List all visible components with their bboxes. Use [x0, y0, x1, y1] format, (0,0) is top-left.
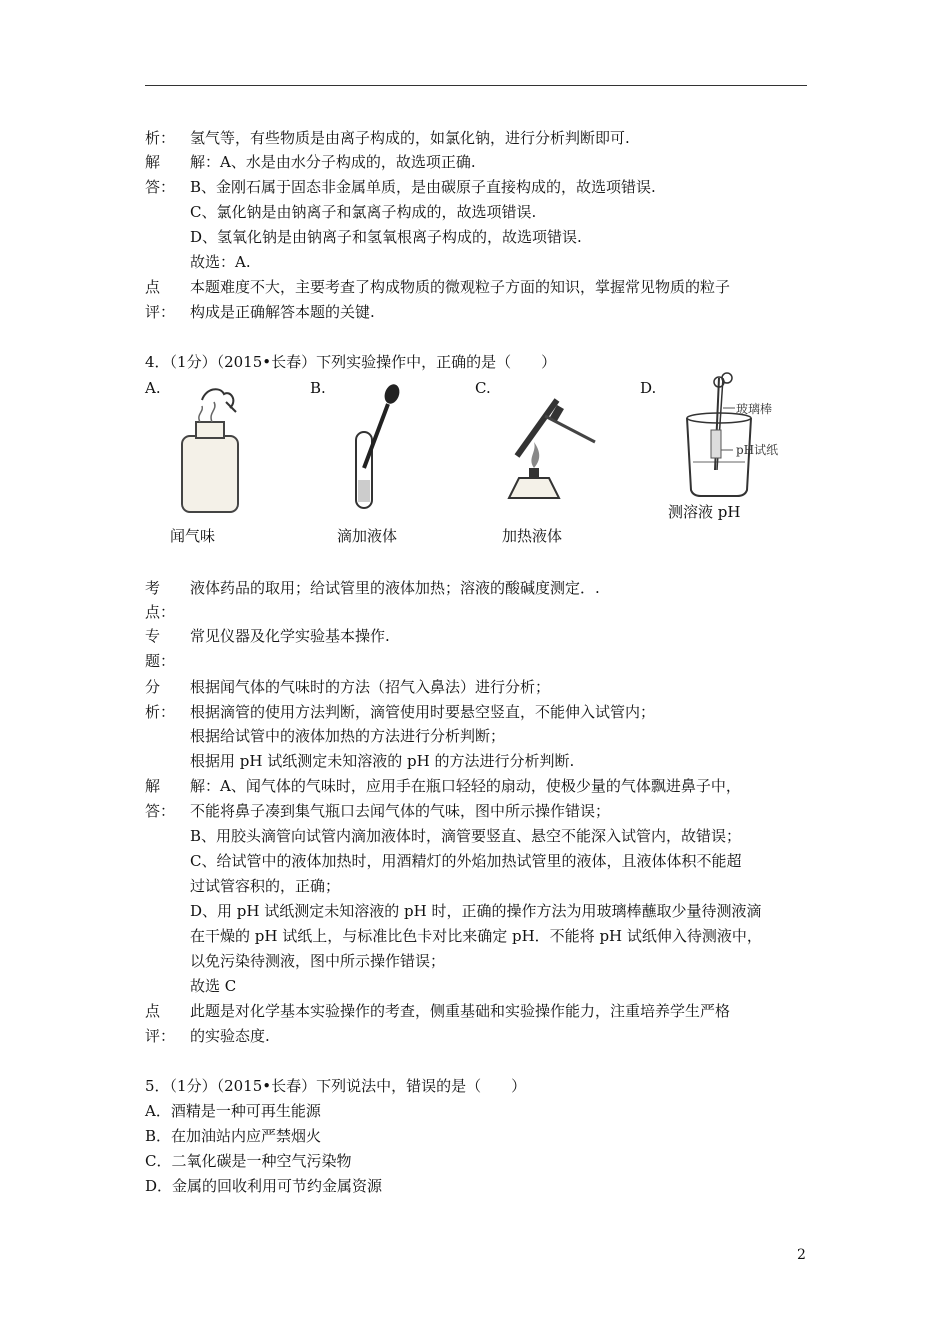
label: 析： [145, 703, 176, 721]
text-line: 构成是正确解答本题的关键. [190, 303, 375, 321]
text-line: 解：A、水是由水分子构成的，故选项正确. [190, 153, 476, 171]
figure-smell-gas [170, 378, 260, 518]
text-line: B、用胶头滴管向试管内滴加液体时，滴管要竖直、悬空不能深入试管内，故错误； [190, 827, 742, 845]
label: 评： [145, 303, 176, 321]
label: 点 [145, 278, 161, 296]
label: 解 [145, 153, 161, 171]
text-line: 的实验态度. [190, 1027, 270, 1045]
label: 评： [145, 1027, 176, 1045]
figure-measure-ph [675, 370, 787, 500]
text-line: 故选 C [190, 977, 237, 995]
label: 答： [145, 178, 176, 196]
label: 析： [145, 129, 176, 147]
caption-b: 滴加液体 [337, 527, 398, 545]
figure-d-label-paper: pH试纸 [736, 443, 779, 457]
text-line: 根据闻气体的气味时的方法（招气入鼻法）进行分析； [190, 678, 551, 696]
header-rule [145, 85, 807, 86]
text-line: 故选：A. [190, 253, 251, 271]
text-line: 不能将鼻子凑到集气瓶口去闻气体的气味，图中所示操作错误； [190, 802, 611, 820]
option-c: C．二氧化碳是一种空气污染物 [145, 1152, 352, 1170]
option-a-letter: A. [145, 379, 161, 397]
text-line: 常见仪器及化学实验基本操作. [190, 627, 390, 645]
text-line: 本题难度不大，主要考查了构成物质的微观粒子方面的知识，掌握常见物质的粒子 [190, 278, 731, 296]
option-c-letter: C. [475, 379, 491, 397]
text-line: 解：A、闻气体的气味时，应用手在瓶口轻轻的扇动，使极少量的气体飘进鼻子中， [190, 777, 741, 795]
caption-c: 加热液体 [502, 527, 563, 545]
label: 点 [145, 1002, 161, 1020]
text-line: 此题是对化学基本实验操作的考查，侧重基础和实验操作能力，注重培养学生严格 [190, 1002, 731, 1020]
figure-d-label-rod: 玻璃棒 [736, 402, 773, 416]
label: 专 [145, 627, 161, 645]
question-4-stem: 4．（1分）（2015•长春）下列实验操作中，正确的是（ ） [145, 353, 557, 371]
text-line: B、金刚石属于固态非金属单质，是由碳原子直接构成的，故选项错误. [190, 178, 656, 196]
label: 点： [145, 603, 176, 621]
caption-a: 闻气味 [170, 527, 216, 545]
text-line: 以免污染待测液，图中所示操作错误； [190, 952, 446, 970]
option-d-letter: D. [640, 379, 657, 397]
text-line: D、氢氧化钠是由钠离子和氢氧根离子构成的，故选项错误. [190, 228, 582, 246]
label: 分 [145, 678, 161, 696]
text-line: D、用 pH 试纸测定未知溶液的 pH 时，正确的操作方法为用玻璃棒蘸取少量待测液滴 [190, 902, 762, 920]
text-line: 根据滴管的使用方法判断，滴管使用时要悬空竖直，不能伸入试管内； [190, 703, 656, 721]
label: 解 [145, 777, 161, 795]
text-line: 液体药品的取用；给试管里的液体加热；溶液的酸碱度测定．. [190, 579, 600, 597]
figure-heat-liquid [495, 386, 605, 511]
option-a: A．酒精是一种可再生能源 [145, 1102, 321, 1120]
text-line: 根据用 pH 试纸测定未知溶液的 pH 的方法进行分析判断. [190, 752, 575, 770]
text-line: 在干燥的 pH 试纸上，与标准比色卡对比来确定 pH．不能将 pH 试纸伸入待测液中， [190, 927, 762, 945]
option-d: D．金属的回收利用可节约金属资源 [145, 1177, 383, 1195]
question-5-stem: 5．（1分）（2015•长春）下列说法中，错误的是（ ） [145, 1077, 527, 1095]
text-line: 根据给试管中的液体加热的方法进行分析判断； [190, 727, 506, 745]
option-b-letter: B. [310, 379, 326, 397]
text-line: 过试管容积的，正确； [190, 877, 341, 895]
caption-d: 测溶液 pH [668, 503, 741, 521]
label: 答： [145, 802, 176, 820]
figure-drip-liquid [340, 380, 410, 515]
label: 题： [145, 652, 176, 670]
option-b: B．在加油站内应严禁烟火 [145, 1127, 322, 1145]
text-line: C、氯化钠是由钠离子和氯离子构成的，故选项错误. [190, 203, 537, 221]
text-line: 氢气等，有些物质是由离子构成的，如氯化钠，进行分析判断即可. [190, 129, 630, 147]
label: 考 [145, 579, 161, 597]
text-line: C、给试管中的液体加热时，用酒精灯的外焰加热试管里的液体，且液体体积不能超 [190, 852, 742, 870]
page-number: 2 [797, 1247, 806, 1263]
